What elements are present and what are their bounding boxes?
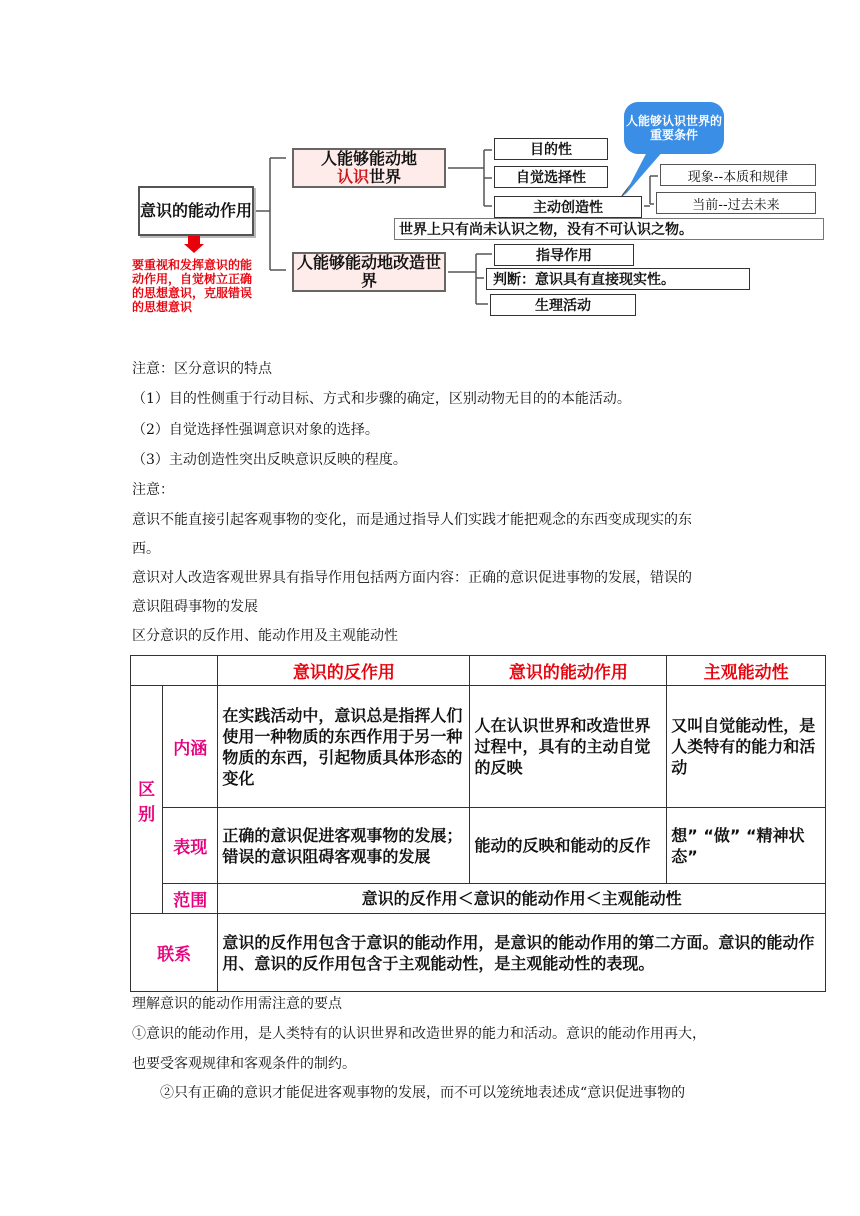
paragraph-1-line-1: 意识不能直接引起客观事物的变化，而是通过指导人们实践才能把观念的东西变成现实的东 — [132, 512, 692, 528]
cell-connotation-reaction: 在实践活动中，意识总是指挥人们使用一种物质的东西作用于另一种物质的东西，引起物质具体形态的变化 — [218, 686, 470, 808]
cell-relation: 意识的反作用包含于意识的能动作用，是意识的能动作用的第二方面。意识的能动作用、意识的反作用包含于主观能动性，是主观能动性的表现。 — [218, 914, 826, 992]
table-row — [131, 914, 826, 992]
table-row — [131, 686, 826, 808]
paragraph-2-line-1: 意识对人改造客观世界具有指导作用包括两方面内容：正确的意识促进事物的发展，错误的 — [132, 570, 692, 586]
cell-manifestation-reaction: 正确的意识促进客观事物的发展；错误的意识阻碍客观事的发展 — [218, 808, 470, 884]
paragraph-1-line-2: 西。 — [132, 541, 160, 557]
row-label-relation: 联系 — [131, 914, 218, 992]
table-row — [131, 808, 826, 884]
table-row — [131, 884, 826, 914]
concept-diagram — [0, 0, 860, 340]
branch1-text-b: 认识 — [336, 167, 369, 186]
row-label-connotation: 内涵 — [163, 686, 218, 808]
cell-manifestation-subjective: 想” “做” “精神状态” — [667, 808, 826, 884]
list-item-1: （1）目的性侧重于行动目标、方式和步骤的确定，区别动物无目的的本能活动。 — [132, 391, 631, 407]
table-header-row — [131, 656, 826, 686]
header-subjective-initiative: 主观能动性 — [667, 656, 826, 686]
branch1-text-c: 世界 — [368, 167, 401, 186]
note-heading: 注意：区分意识的特点 — [132, 361, 272, 377]
red-note: 要重视和发挥意识的能动作用，自觉树立正确的思想意识，克服错误的思想意识 — [132, 258, 253, 314]
table-corner — [131, 656, 218, 686]
branch-transform-world: 人能够能动地改造世界 — [292, 252, 446, 292]
point-1-line-2: 也要受客观规律和客观条件的制约。 — [132, 1056, 356, 1072]
row-label-manifestation: 表现 — [163, 808, 218, 884]
list-item-3: （3）主动创造性突出反映意识反映的程度。 — [132, 452, 407, 468]
leaf-guiding-role: 指导作用 — [494, 244, 634, 266]
branch1-text-a: 人能够能动地 — [320, 149, 417, 168]
points-heading: 理解意识的能动作用需注意的要点 — [132, 996, 342, 1012]
header-reaction: 意识的反作用 — [218, 656, 470, 686]
branch-know-world — [292, 148, 446, 188]
leaf-conscious-selection: 自觉选择性 — [494, 166, 608, 188]
leaf-active-creativity: 主动创造性 — [494, 196, 642, 218]
point-2-line-1: ②只有正确的意识才能促进客观事物的发展，而不可以笼统地表述成“意识促进事物的 — [160, 1085, 686, 1101]
leaf-purposiveness: 目的性 — [494, 138, 608, 160]
header-dynamic-role: 意识的能动作用 — [470, 656, 667, 686]
leaf-physiological-activity: 生理活动 — [490, 294, 636, 316]
side-note-phenomenon: 现象--本质和规律 — [660, 164, 816, 186]
cell-connotation-subjective: 又叫自觉能动性，是人类特有的能力和活动 — [667, 686, 826, 808]
paragraph-2-line-2: 意识阻碍事物的发展 — [132, 599, 258, 615]
point-1-line-1: ①意识的能动作用，是人类特有的认识世界和改造世界的能力和活动。意识的能动作用再大， — [132, 1026, 706, 1042]
cell-scope: 意识的反作用＜意识的能动作用＜主观能动性 — [218, 884, 826, 914]
list-item-2: （2）自觉选择性强调意识对象的选择。 — [132, 422, 379, 438]
table-title: 区分意识的反作用、能动作用及主观能动性 — [132, 628, 398, 644]
row-label-scope: 范围 — [163, 884, 218, 914]
comparison-table — [130, 655, 826, 992]
group-label-difference: 区别 — [131, 686, 163, 914]
leaf-judgement: 判断：意识具有直接现实性。 — [486, 268, 750, 290]
main-concept-box: 意识的能动作用 — [138, 186, 254, 236]
knowable-world-sentence: 世界上只有尚未认识之物，没有不可认识之物。 — [394, 218, 824, 240]
callout-bubble: 人能够认识世界的重要条件 — [624, 102, 724, 154]
note-heading-2: 注意： — [132, 482, 174, 498]
cell-manifestation-dynamic: 能动的反映和能动的反作 — [470, 808, 667, 884]
cell-connotation-dynamic: 人在认识世界和改造世界过程中，具有的主动自觉的反映 — [470, 686, 667, 808]
side-note-present: 当前--过去未来 — [656, 192, 816, 214]
